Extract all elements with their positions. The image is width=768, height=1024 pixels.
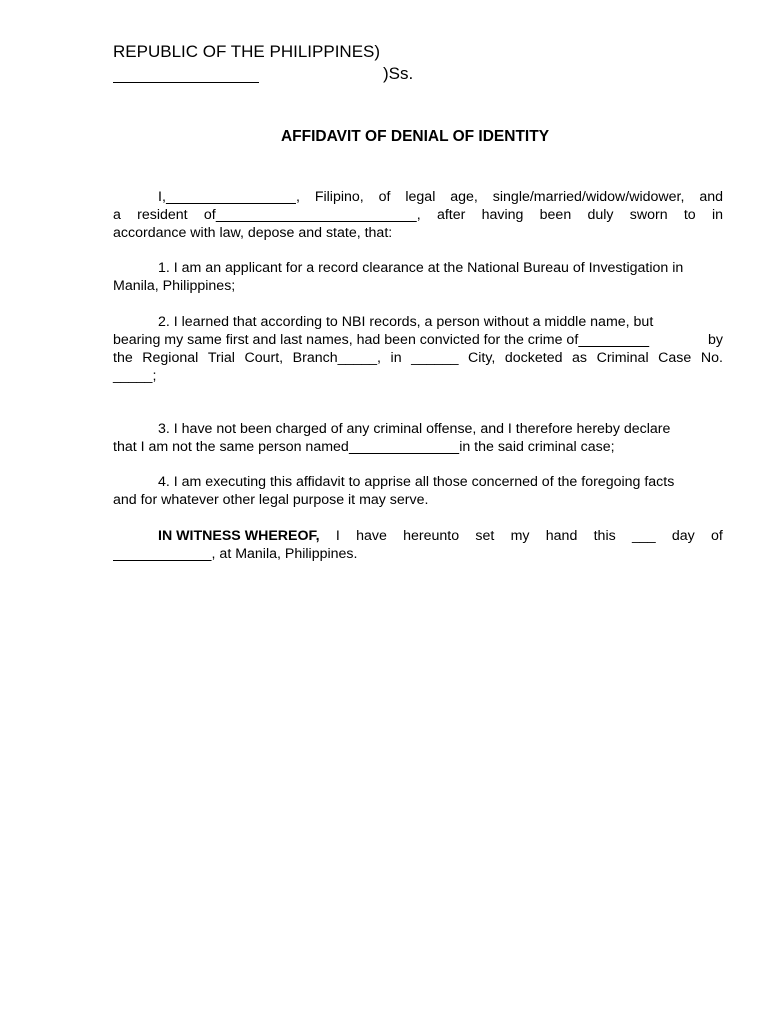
p3-line-1: 3. I have not been charged of any criminal offense, and I therefore hereby declare <box>158 421 671 437</box>
day-blank: ___ <box>631 528 656 544</box>
name-blank <box>166 189 296 205</box>
p4-line-2: and for whatever other legal purpose it may serve. <box>113 492 429 508</box>
p4-line-1: 4. I am executing this affidavit to apprise all those concerned of the foregoing facts <box>158 474 675 490</box>
person-named-blank <box>349 438 459 456</box>
witness-word: I <box>335 528 340 544</box>
month-blank <box>113 545 212 563</box>
p2-end: ; <box>152 368 157 384</box>
witness-word: this <box>593 528 616 544</box>
p2-word: docketed <box>504 350 563 366</box>
intro-word: after <box>436 207 466 223</box>
paragraph-1 <box>113 259 723 295</box>
intro-word: Filipino, <box>314 189 364 205</box>
witness-word: of <box>711 528 723 544</box>
witness-end: , at Manila, Philippines. <box>211 546 358 562</box>
intro-word: age, <box>450 189 478 205</box>
intro-word: sworn <box>629 207 668 223</box>
paragraph-4 <box>113 473 723 509</box>
p2-line-2 <box>113 331 723 349</box>
intro-word: to <box>683 207 696 223</box>
intro-word: been <box>539 207 572 223</box>
paragraph-3 <box>113 420 723 456</box>
intro-word: having <box>481 207 524 223</box>
p2-word: Regional <box>142 350 199 366</box>
p1-line-1: 1. I am an applicant for a record clearance at the National Bureau of Investigation in <box>158 260 684 276</box>
witness-line-2 <box>113 545 723 563</box>
city-blank: ______ <box>411 350 459 366</box>
intro-word: in <box>711 207 723 223</box>
intro-line-2 <box>113 206 723 224</box>
p2-word: in <box>390 350 402 366</box>
witness-word: my <box>510 528 530 544</box>
p2-line-3 <box>113 349 723 367</box>
p2-line-4 <box>113 367 723 385</box>
p2-word: Case <box>658 350 692 366</box>
p2-word: Criminal <box>596 350 649 366</box>
intro-word: single/married/widow/widower, <box>492 189 685 205</box>
intro-word: a <box>113 207 121 223</box>
witness-bold: IN WITNESS WHEREOF, <box>158 528 320 544</box>
intro-word: I, <box>158 189 166 205</box>
p2-line-1: 2. I learned that according to NBI records, a person without a middle name, but <box>158 314 654 330</box>
p2-text: bearing my same first and last names, had been convicted for the crime of <box>113 332 579 348</box>
venue-republic: REPUBLIC OF THE PHILIPPINES) <box>113 42 381 61</box>
p2-by: by <box>708 332 723 348</box>
paragraph-2 <box>113 313 723 385</box>
venue-blank-line <box>113 82 259 83</box>
p2-word: Branch <box>292 350 338 366</box>
intro-word: of <box>203 207 216 223</box>
residence-blank <box>216 207 417 223</box>
p2-word: , <box>377 350 381 366</box>
p2-word: City, <box>468 350 496 366</box>
p3-line-2 <box>113 438 723 456</box>
p2-word: No. <box>700 350 723 366</box>
p1-line-2: Manila, Philippines; <box>113 278 236 294</box>
intro-word: and <box>699 189 723 205</box>
p2-word: as <box>572 350 588 366</box>
p3-text: that I am not the same person named <box>113 439 349 455</box>
case-number-blank: _____ <box>113 368 153 384</box>
crime-blank <box>578 332 649 348</box>
witness-word: day <box>671 528 695 544</box>
intro-word: duly <box>587 207 614 223</box>
witness-paragraph <box>113 527 723 563</box>
intro-word: legal <box>405 189 436 205</box>
venue-ss: )Ss. <box>383 64 414 83</box>
witness-word: set <box>475 528 495 544</box>
p2-word: Court, <box>244 350 284 366</box>
p2-word: the <box>113 350 133 366</box>
intro-line-1 <box>113 188 723 206</box>
intro-word: , <box>295 189 300 205</box>
p2-word: Trial <box>207 350 235 366</box>
intro-line-3: accordance with law, depose and state, that: <box>113 225 393 241</box>
intro-word: , <box>416 207 421 223</box>
intro-word: resident <box>137 207 188 223</box>
witness-word: have <box>356 528 387 544</box>
witness-word: hand <box>545 528 578 544</box>
p3-end: in the said criminal case; <box>459 439 615 455</box>
intro-paragraph <box>113 188 723 242</box>
witness-line-1 <box>113 527 723 545</box>
witness-word: hereunto <box>403 528 460 544</box>
intro-word: of <box>378 189 391 205</box>
document-title: AFFIDAVIT OF DENIAL OF IDENTITY <box>280 128 550 145</box>
branch-blank: _____ <box>337 350 378 366</box>
